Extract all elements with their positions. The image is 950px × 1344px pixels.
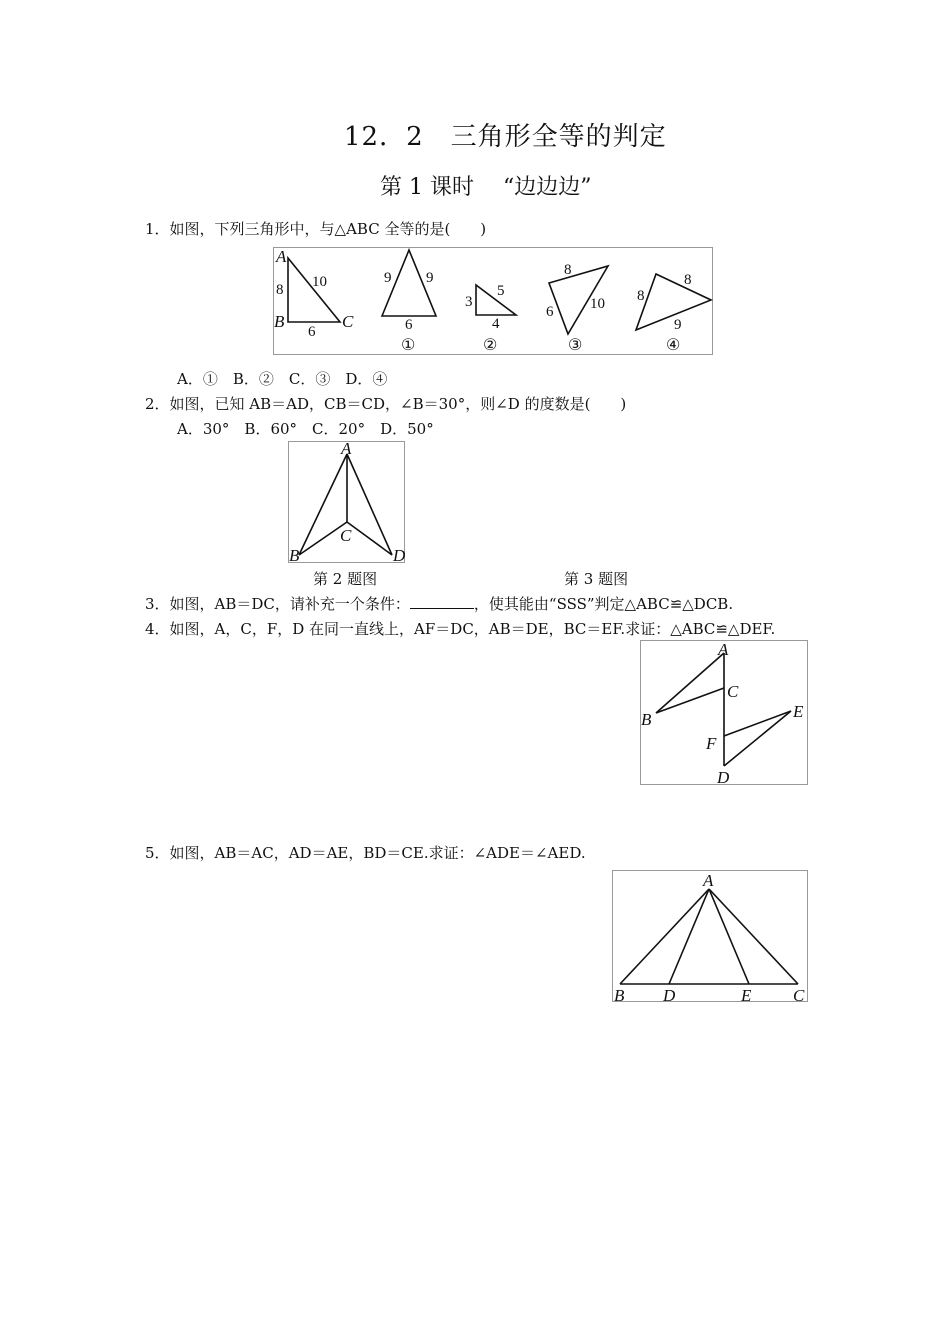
question-2-diagram bbox=[289, 439, 406, 565]
triangle-option-4 bbox=[636, 272, 711, 354]
q5-vertex-c: C bbox=[793, 986, 805, 1005]
t2-side-base: 4 bbox=[492, 316, 500, 332]
question-1-figure bbox=[273, 247, 713, 355]
ref-side-ac: 10 bbox=[312, 274, 327, 290]
question-2-stem: 2．如图，已知 AB＝AD，CB＝CD，∠B＝30°，则∠D 的度数是( ) bbox=[145, 395, 627, 413]
q5-vertex-e: E bbox=[741, 986, 752, 1005]
t4-side-left: 8 bbox=[637, 288, 645, 304]
question-3-answer-blank[interactable] bbox=[410, 596, 474, 609]
question-5-stem: 5．如图，AB＝AC，AD＝AE，BD＝CE.求证：∠ADE＝∠AED. bbox=[145, 844, 586, 862]
q2-vertex-c: C bbox=[340, 526, 352, 545]
question-1-stem: 1．如图，下列三角形中，与△ABC 全等的是( ) bbox=[145, 220, 487, 238]
t4-side-top: 8 bbox=[684, 272, 692, 288]
q5-vertex-a: A bbox=[703, 871, 714, 890]
q2-vertex-b: B bbox=[289, 546, 300, 565]
t3-tag: ③ bbox=[568, 337, 583, 354]
triangle-option-3 bbox=[546, 262, 608, 354]
ref-side-bc: 6 bbox=[308, 324, 316, 340]
q4-vertex-a: A bbox=[718, 640, 729, 659]
q4-vertex-d: D bbox=[717, 768, 730, 787]
t4-side-bottom: 9 bbox=[674, 317, 682, 333]
question-4-stem: 4．如图，A，C，F，D 在同一直线上，AF＝DC，AB＝DE，BC＝EF.求证：△ABC≌△DEF. bbox=[145, 620, 776, 638]
q2-vertex-a: A bbox=[341, 439, 352, 458]
question-1-triangles bbox=[274, 248, 712, 354]
q4-vertex-b: B bbox=[641, 710, 652, 729]
t4-tag: ④ bbox=[666, 337, 681, 354]
question-5-diagram bbox=[613, 871, 807, 1005]
t1-tag: ① bbox=[401, 337, 416, 354]
t1-side-base: 6 bbox=[405, 317, 413, 333]
question-2-caption: 第 2 题图 bbox=[313, 570, 378, 588]
question-4-diagram bbox=[641, 640, 807, 787]
t1-side-right: 9 bbox=[426, 270, 434, 286]
question-4-figure bbox=[640, 640, 808, 785]
triangle-abc bbox=[274, 247, 354, 340]
t2-side-left: 3 bbox=[465, 294, 473, 310]
t3-side-left: 6 bbox=[546, 304, 554, 320]
t3-side-top: 8 bbox=[564, 262, 572, 278]
q5-vertex-b: B bbox=[614, 986, 625, 1005]
q2-vertex-d: D bbox=[393, 546, 406, 565]
question-3-stem-part-2: ，使其能由“SSS”判定△ABC≌△DCB. bbox=[473, 595, 734, 613]
t2-tag: ② bbox=[483, 337, 498, 354]
question-1-options: A．① B．② C．③ D．④ bbox=[177, 370, 388, 388]
page-title: 12．2 三角形全等的判定 bbox=[344, 122, 667, 152]
lesson-subtitle: 第 1 课时 “边边边” bbox=[380, 175, 592, 200]
triangle-option-2 bbox=[465, 283, 516, 354]
q4-vertex-e: E bbox=[793, 702, 804, 721]
q5-vertex-d: D bbox=[663, 986, 676, 1005]
ref-vertex-b: B bbox=[274, 312, 285, 331]
question-5-figure bbox=[612, 870, 808, 1005]
ref-vertex-a: A bbox=[276, 247, 287, 266]
triangle-option-1 bbox=[382, 250, 436, 354]
ref-vertex-c: C bbox=[342, 312, 354, 331]
question-3-caption: 第 3 题图 bbox=[564, 570, 629, 588]
t1-side-left: 9 bbox=[384, 270, 392, 286]
t2-side-hyp: 5 bbox=[497, 283, 505, 299]
question-2-figure bbox=[288, 441, 405, 563]
ref-side-ab: 8 bbox=[276, 282, 284, 298]
q4-vertex-f: F bbox=[706, 734, 717, 753]
question-3-stem-part-1: 3．如图，AB＝DC，请补充一个条件： bbox=[145, 595, 410, 613]
question-2-options: A．30° B．60° C．20° D．50° bbox=[177, 420, 434, 438]
q4-vertex-c: C bbox=[727, 682, 739, 701]
t3-side-right: 10 bbox=[590, 296, 605, 312]
question-3-stem bbox=[145, 593, 733, 614]
